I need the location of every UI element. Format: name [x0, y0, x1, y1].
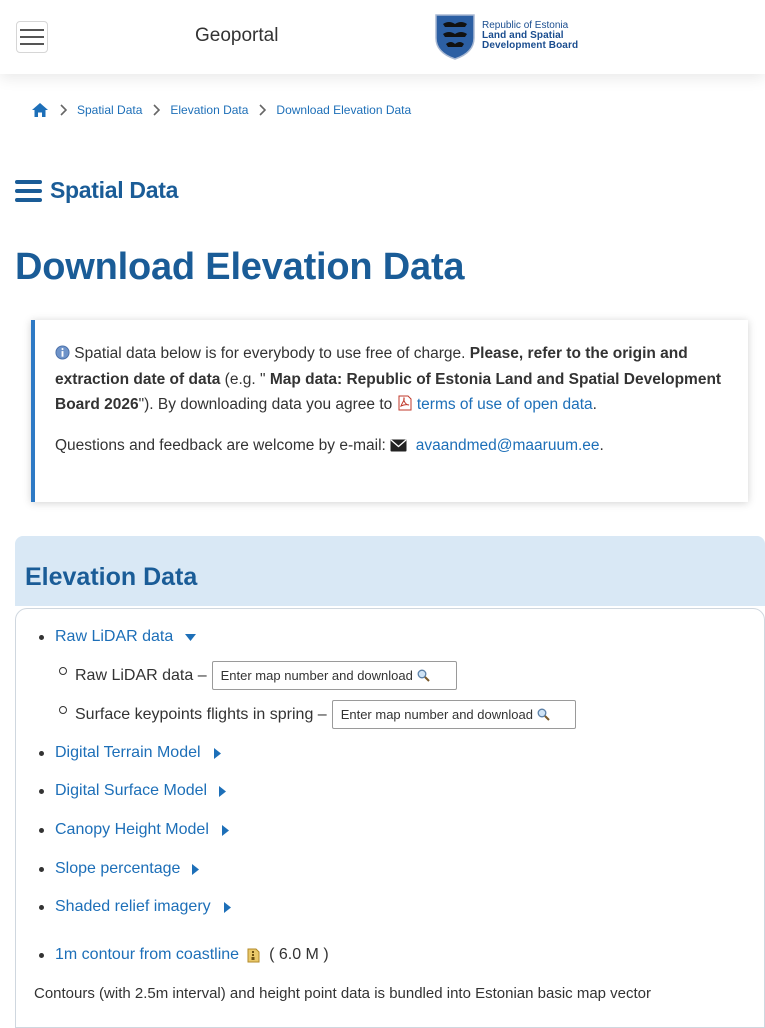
terms-of-use-link[interactable]: terms of use of open data [416, 396, 593, 413]
contour-footnote: Contours (with 2.5m interval) and height point data is bundled into Estonian basic map vector [34, 985, 652, 1002]
hamburger-icon [20, 29, 44, 31]
logo-line1: Republic of Estonia [482, 20, 569, 31]
breadcrumb-spatial-data[interactable]: Spatial Data [77, 103, 143, 117]
chevron-right-icon [59, 104, 67, 116]
caret-right-icon [214, 748, 221, 759]
elevation-panel-body [15, 608, 765, 1028]
canopy-height-model-toggle[interactable]: Canopy Height Model [55, 821, 229, 839]
slope-percentage-toggle[interactable]: Slope percentage [55, 860, 199, 878]
page-title: Download Elevation Data [15, 246, 465, 288]
raw-lidar-toggle[interactable]: Raw LiDAR data [55, 628, 196, 646]
surface-keypoints-row: Surface keypoints flights in spring – Enter map number and download [75, 700, 576, 729]
shaded-relief-toggle[interactable]: Shaded relief imagery [55, 898, 231, 916]
top-header [0, 0, 765, 74]
coat-of-arms-icon [432, 12, 478, 60]
breadcrumb-elevation-data[interactable]: Elevation Data [170, 103, 249, 117]
info-box [31, 320, 748, 502]
search-icon [417, 669, 430, 682]
home-icon[interactable] [31, 102, 49, 118]
elevation-panel-header [15, 536, 765, 606]
caret-right-icon [219, 786, 226, 797]
chevron-right-icon [258, 104, 266, 116]
pdf-icon [397, 395, 413, 411]
elevation-panel-title: Elevation Data [25, 563, 198, 591]
contour-download-item [55, 946, 329, 964]
contour-download-link[interactable]: 1m contour from coastline [55, 946, 240, 963]
chevron-right-icon [152, 104, 160, 116]
caret-right-icon [192, 864, 199, 875]
digital-terrain-model-toggle[interactable]: Digital Terrain Model [55, 744, 221, 762]
raw-lidar-row: Raw LiDAR data – Enter map number and download [75, 661, 457, 690]
info-icon [55, 345, 70, 360]
info-paragraph: Spatial data below is for everybody to use free of charge. Please, refer to the origin and extraction date of data (e.g. " Map data: Republic of Estonia Land and Spatial Development Board 2026"). By downloading data you agree to terms of use of open data. [55, 345, 722, 413]
raw-lidar-map-input[interactable]: Enter map number and download [212, 661, 457, 690]
email-link[interactable]: avaandmed@maaruum.ee [415, 436, 600, 454]
caret-right-icon [224, 902, 231, 913]
digital-surface-model-toggle[interactable]: Digital Surface Model [55, 782, 226, 800]
contact-paragraph: Questions and feedback are welcome by e-mail: avaandmed@maaruum.ee. [55, 436, 604, 454]
zip-file-icon [247, 948, 260, 963]
site-title[interactable]: Geoportal [195, 25, 279, 46]
menu-toggle-button[interactable] [16, 21, 48, 53]
bars-icon [15, 179, 42, 203]
breadcrumb-download-elevation-data[interactable]: Download Elevation Data [276, 103, 412, 117]
search-icon [537, 708, 550, 721]
breadcrumb [31, 102, 411, 118]
section-menu-toggle[interactable] [15, 177, 178, 204]
contour-file-size: ( 6.0 M ) [269, 946, 329, 963]
surface-keypoints-map-input[interactable]: Enter map number and download [332, 700, 576, 729]
logo-line2: Land and Spatial [482, 30, 564, 41]
caret-right-icon [222, 825, 229, 836]
envelope-icon [390, 439, 407, 452]
logo-line3: Development Board [482, 40, 579, 51]
maaamet-logo[interactable] [432, 12, 578, 60]
section-title: Spatial Data [50, 177, 179, 203]
caret-down-icon [185, 634, 196, 641]
